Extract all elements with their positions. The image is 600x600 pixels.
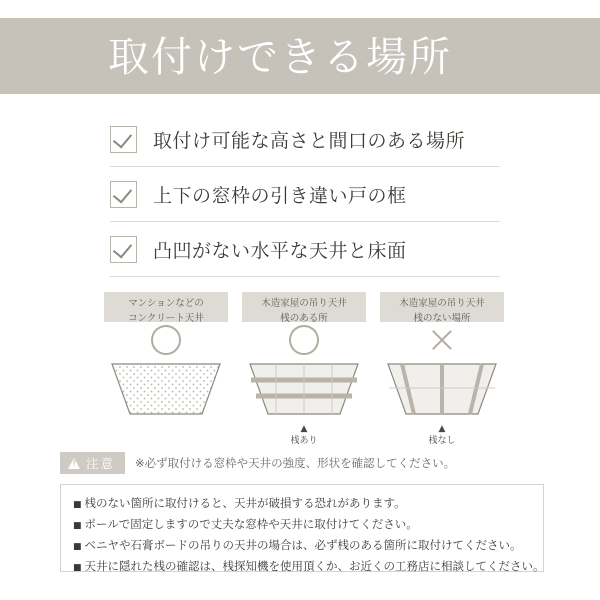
check-icon xyxy=(110,126,137,153)
panel-caption-line2: 桟のある所 xyxy=(280,313,328,324)
warning-triangle-icon xyxy=(68,458,80,469)
wood-ceiling-with-batten-figure xyxy=(242,358,366,424)
panel-caption-line1: 木造家屋の吊り天井 xyxy=(261,298,347,309)
panel-footnote xyxy=(242,424,366,446)
panel-caption-line2: 桟のない場所 xyxy=(413,313,471,324)
panel-caption xyxy=(242,292,366,322)
check-icon xyxy=(110,236,137,263)
wood-ceiling-without-batten-figure xyxy=(380,358,504,424)
caution-row xyxy=(60,452,544,474)
panel-caption-line2: コンクリート天井 xyxy=(128,313,204,324)
check-icon xyxy=(110,181,137,208)
panel-footnote-label: 桟なし xyxy=(428,436,456,446)
note-line xyxy=(73,494,531,515)
circle-mark-icon xyxy=(289,325,319,355)
panel-caption xyxy=(104,292,228,322)
panel-mark xyxy=(242,322,366,358)
note-line xyxy=(73,536,531,557)
cross-mark-icon xyxy=(429,327,455,353)
concrete-ceiling-figure xyxy=(104,358,228,424)
panel-footnote-label: 桟あり xyxy=(290,436,318,446)
panel-caption-line1: マンションなどの xyxy=(128,298,204,309)
circle-mark-icon xyxy=(151,325,181,355)
panel-footnote xyxy=(380,424,504,446)
panel-caption xyxy=(380,292,504,322)
caution-text: ※必ず取付ける窓枠や天井の強度、形状を確認してください。 xyxy=(135,456,456,470)
note-text: ベニヤや石膏ボードの吊りの天井の場合は、必ず桟のある箇所に取付けてください。 xyxy=(84,538,522,552)
panel-caption-line1: 木造家屋の吊り天井 xyxy=(399,298,485,309)
arrow-up-icon: ▲ xyxy=(438,424,446,434)
ceiling-type-panels xyxy=(104,292,504,446)
square-bullet-icon: ■ xyxy=(73,500,82,510)
panel-mark xyxy=(380,322,504,358)
page-title: 取付けできる場所 xyxy=(108,33,452,81)
checklist-item-3 xyxy=(110,222,500,277)
notes-box xyxy=(60,484,544,572)
note-line xyxy=(73,515,531,536)
note-text: 桟のない箇所に取付けると、天井が破損する恐れがあります。 xyxy=(84,496,406,510)
checklist-item-label: 取付け可能な高さと間口のある場所 xyxy=(153,129,466,152)
square-bullet-icon: ■ xyxy=(73,542,82,552)
panel-footnote xyxy=(104,426,228,438)
arrow-up-icon: ▲ xyxy=(300,424,308,434)
note-line xyxy=(73,557,545,578)
checklist-item-2 xyxy=(110,167,500,222)
panel-mark xyxy=(104,322,228,358)
checklist-item-label: 上下の窓枠の引き違い戸の框 xyxy=(153,184,407,207)
panel-wood-without-batten xyxy=(380,292,504,446)
panel-concrete-ceiling xyxy=(104,292,228,438)
square-bullet-icon: ■ xyxy=(73,563,82,573)
caution-badge xyxy=(60,452,125,474)
square-bullet-icon: ■ xyxy=(73,521,82,531)
note-text: 天井に隠れた桟の確認は、桟探知機を使用頂くか、お近くの工務店に相談してください。 xyxy=(84,559,545,573)
checklist-item-label: 凸凹がない水平な天井と床面 xyxy=(153,239,407,262)
caution-badge-label: 注意 xyxy=(86,456,116,471)
panel-wood-with-batten xyxy=(242,292,366,446)
checklist xyxy=(110,112,500,277)
note-text: ポールで固定しますので丈夫な窓枠や天井に取付けてください。 xyxy=(84,517,418,531)
checklist-item-1 xyxy=(110,112,500,167)
